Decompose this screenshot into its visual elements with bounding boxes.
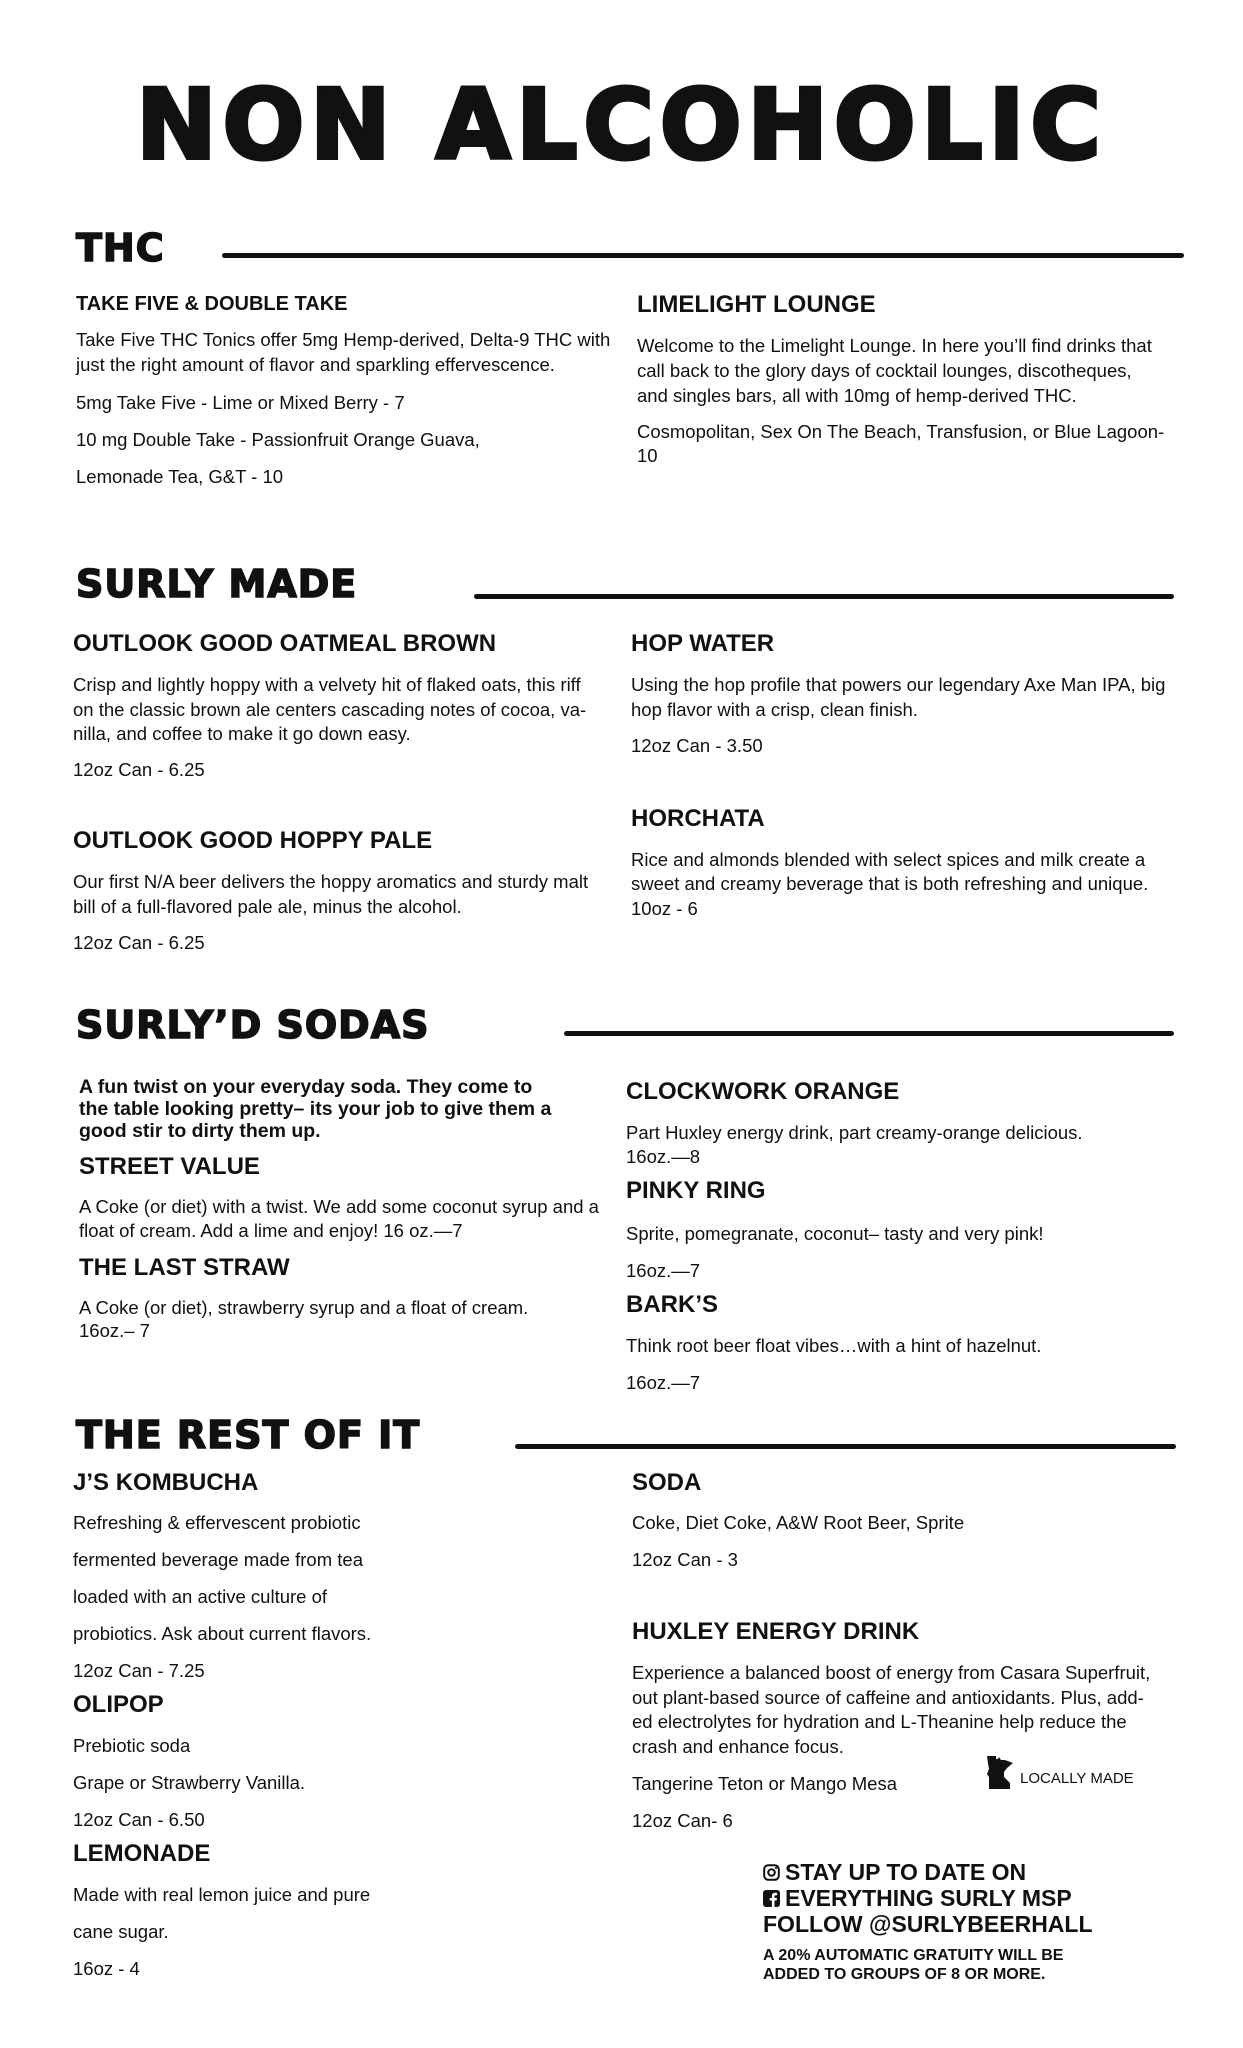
instagram-icon[interactable] <box>763 1864 780 1881</box>
item-desc: probiotics. Ask about current flavors. <box>73 1623 372 1644</box>
item-price: 5mg Take Five - Lime or Mixed Berry - 7 <box>76 392 405 413</box>
item-desc: Think root beer float vibes…with a hint of hazelnut. <box>626 1335 1042 1356</box>
item-price: 16oz.– 7 <box>79 1320 150 1341</box>
item-title-barks: BARK’S <box>626 1291 719 1318</box>
section-heading-sodas: SURLY’D SODAS <box>76 1003 430 1047</box>
item-title-lemonade: LEMONADE <box>73 1840 211 1867</box>
item-desc: just the right amount of flavor and sparkling effervescence. <box>76 354 555 375</box>
section-rule <box>474 594 1174 599</box>
gratuity-line-1: A 20% AUTOMATIC GRATUITY WILL BE <box>763 1947 1064 1964</box>
item-desc: Refreshing & effervescent probiotic <box>73 1512 361 1533</box>
item-desc: Coke, Diet Coke, A&W Root Beer, Sprite <box>632 1512 965 1533</box>
item-desc: Sprite, pomegranate, coconut– tasty and very pink! <box>626 1223 1044 1244</box>
item-price: 12oz Can - 6.50 <box>73 1809 205 1830</box>
item-title-last-straw: THE LAST STRAW <box>79 1254 290 1281</box>
item-desc: Grape or Strawberry Vanilla. <box>73 1772 306 1793</box>
item-desc: Our first N/A beer delivers the hoppy aromatics and sturdy malt <box>73 871 589 892</box>
section-rule <box>222 253 1184 258</box>
section-heading-thc: THC <box>76 226 165 270</box>
item-title-hoppy-pale: OUTLOOK GOOD HOPPY PALE <box>73 827 433 854</box>
item-desc: and singles bars, all with 10mg of hemp-derived THC. <box>637 385 1077 406</box>
item-desc: Made with real lemon juice and pure <box>73 1884 371 1905</box>
item-title-clockwork-orange: CLOCKWORK ORANGE <box>626 1078 900 1105</box>
item-title-oatmeal-brown: OUTLOOK GOOD OATMEAL BROWN <box>73 630 497 657</box>
social-line-2: EVERYTHING SURLY MSP <box>785 1885 1072 1911</box>
item-desc: crash and enhance focus. <box>632 1736 844 1757</box>
item-title-street-value: STREET VALUE <box>79 1153 260 1180</box>
item-title-huxley: HUXLEY ENERGY DRINK <box>632 1618 920 1645</box>
item-flavors: Tangerine Teton or Mango Mesa <box>632 1773 897 1794</box>
social-block <box>763 1859 1093 1937</box>
section-heading-the-rest: THE REST OF IT <box>76 1413 421 1457</box>
item-title-pinky-ring: PINKY RING <box>626 1177 766 1204</box>
item-price: Lemonade Tea, G&T - 10 <box>76 466 284 487</box>
item-price: 16oz.—7 <box>626 1260 701 1281</box>
page-title: NON ALCOHOLIC <box>136 69 1107 181</box>
item-desc: Using the hop profile that powers our legendary Axe Man IPA, big <box>631 674 1166 695</box>
item-desc: on the classic brown ale centers cascading notes of cocoa, va- <box>73 699 587 720</box>
item-desc: Part Huxley energy drink, part creamy-orange delicious. <box>626 1122 1083 1143</box>
item-desc: call back to the glory days of cocktail lounges, discotheques, <box>637 360 1132 381</box>
section-intro: the table looking pretty– its your job to give them a <box>79 1098 552 1120</box>
item-desc: Prebiotic soda <box>73 1735 191 1756</box>
item-title-limelight: LIMELIGHT LOUNGE <box>637 291 876 318</box>
item-price: 16oz - 4 <box>73 1958 140 1979</box>
item-desc: out plant-based source of caffeine and antioxidants. Plus, add- <box>632 1687 1144 1708</box>
gratuity-line-2: ADDED TO GROUPS OF 8 OR MORE. <box>763 1966 1046 1983</box>
item-title-hop-water: HOP WATER <box>631 630 775 657</box>
item-price: 12oz Can - 6.25 <box>73 759 205 780</box>
item-desc: fermented beverage made from tea <box>73 1549 363 1570</box>
item-price: 16oz.—8 <box>626 1146 701 1167</box>
item-desc: A Coke (or diet), strawberry syrup and a float of cream. <box>79 1297 529 1318</box>
item-desc: float of cream. Add a lime and enjoy! 16 oz.—7 <box>79 1220 463 1241</box>
item-title-soda: SODA <box>632 1469 702 1496</box>
social-line-1: STAY UP TO DATE ON <box>785 1859 1027 1885</box>
item-price: 10oz - 6 <box>631 898 698 919</box>
minnesota-state-icon <box>986 1755 1014 1790</box>
item-desc: Experience a balanced boost of energy from Casara Superfruit, <box>632 1662 1151 1683</box>
section-intro: A fun twist on your everyday soda. They come to <box>79 1076 533 1098</box>
item-desc: bill of a full-flavored pale ale, minus the alcohol. <box>73 896 462 917</box>
item-price: 12oz Can - 6.25 <box>73 932 205 953</box>
social-handle[interactable]: FOLLOW @SURLYBEERHALL <box>763 1911 1093 1937</box>
item-price: 12oz Can - 3.50 <box>631 735 763 756</box>
item-price: 10 <box>637 445 658 466</box>
item-desc: nilla, and coffee to make it go down easy. <box>73 723 411 744</box>
item-list: Cosmopolitan, Sex On The Beach, Transfusion, or Blue Lagoon- <box>637 421 1165 442</box>
item-title-horchata: HORCHATA <box>631 805 765 832</box>
item-desc: Rice and almonds blended with select spices and milk create a <box>631 849 1146 870</box>
item-desc: ed electrolytes for hydration and L-Theanine help reduce the <box>632 1711 1127 1732</box>
item-title-olipop: OLIPOP <box>73 1691 164 1718</box>
item-desc: loaded with an active culture of <box>73 1586 328 1607</box>
item-desc: Welcome to the Limelight Lounge. In here you’ll find drinks that <box>637 335 1152 356</box>
item-price: 16oz.—7 <box>626 1372 701 1393</box>
item-desc: hop flavor with a crisp, clean finish. <box>631 699 918 720</box>
item-price: 12oz Can- 6 <box>632 1810 733 1831</box>
facebook-icon[interactable] <box>763 1890 780 1907</box>
item-title-take-five: TAKE FIVE & DOUBLE TAKE <box>76 293 348 315</box>
locally-made-label: LOCALLY MADE <box>1020 1770 1134 1787</box>
item-desc: cane sugar. <box>73 1921 169 1942</box>
item-price: 12oz Can - 3 <box>632 1549 738 1570</box>
item-desc: A Coke (or diet) with a twist. We add some coconut syrup and a <box>79 1196 599 1217</box>
item-desc: Take Five THC Tonics offer 5mg Hemp-derived, Delta-9 THC with <box>76 329 611 350</box>
item-desc: Crisp and lightly hoppy with a velvety hit of flaked oats, this riff <box>73 674 581 695</box>
section-intro: good stir to dirty them up. <box>79 1120 321 1142</box>
section-rule <box>564 1031 1174 1036</box>
section-heading-surly-made: SURLY MADE <box>76 562 358 606</box>
gratuity-note <box>763 1946 1063 1984</box>
section-rule <box>515 1444 1176 1449</box>
item-title-kombucha: J’S KOMBUCHA <box>73 1469 259 1496</box>
item-price: 12oz Can - 7.25 <box>73 1660 205 1681</box>
item-price: 10 mg Double Take - Passionfruit Orange Guava, <box>76 429 480 450</box>
item-desc: sweet and creamy beverage that is both refreshing and unique. <box>631 873 1149 894</box>
